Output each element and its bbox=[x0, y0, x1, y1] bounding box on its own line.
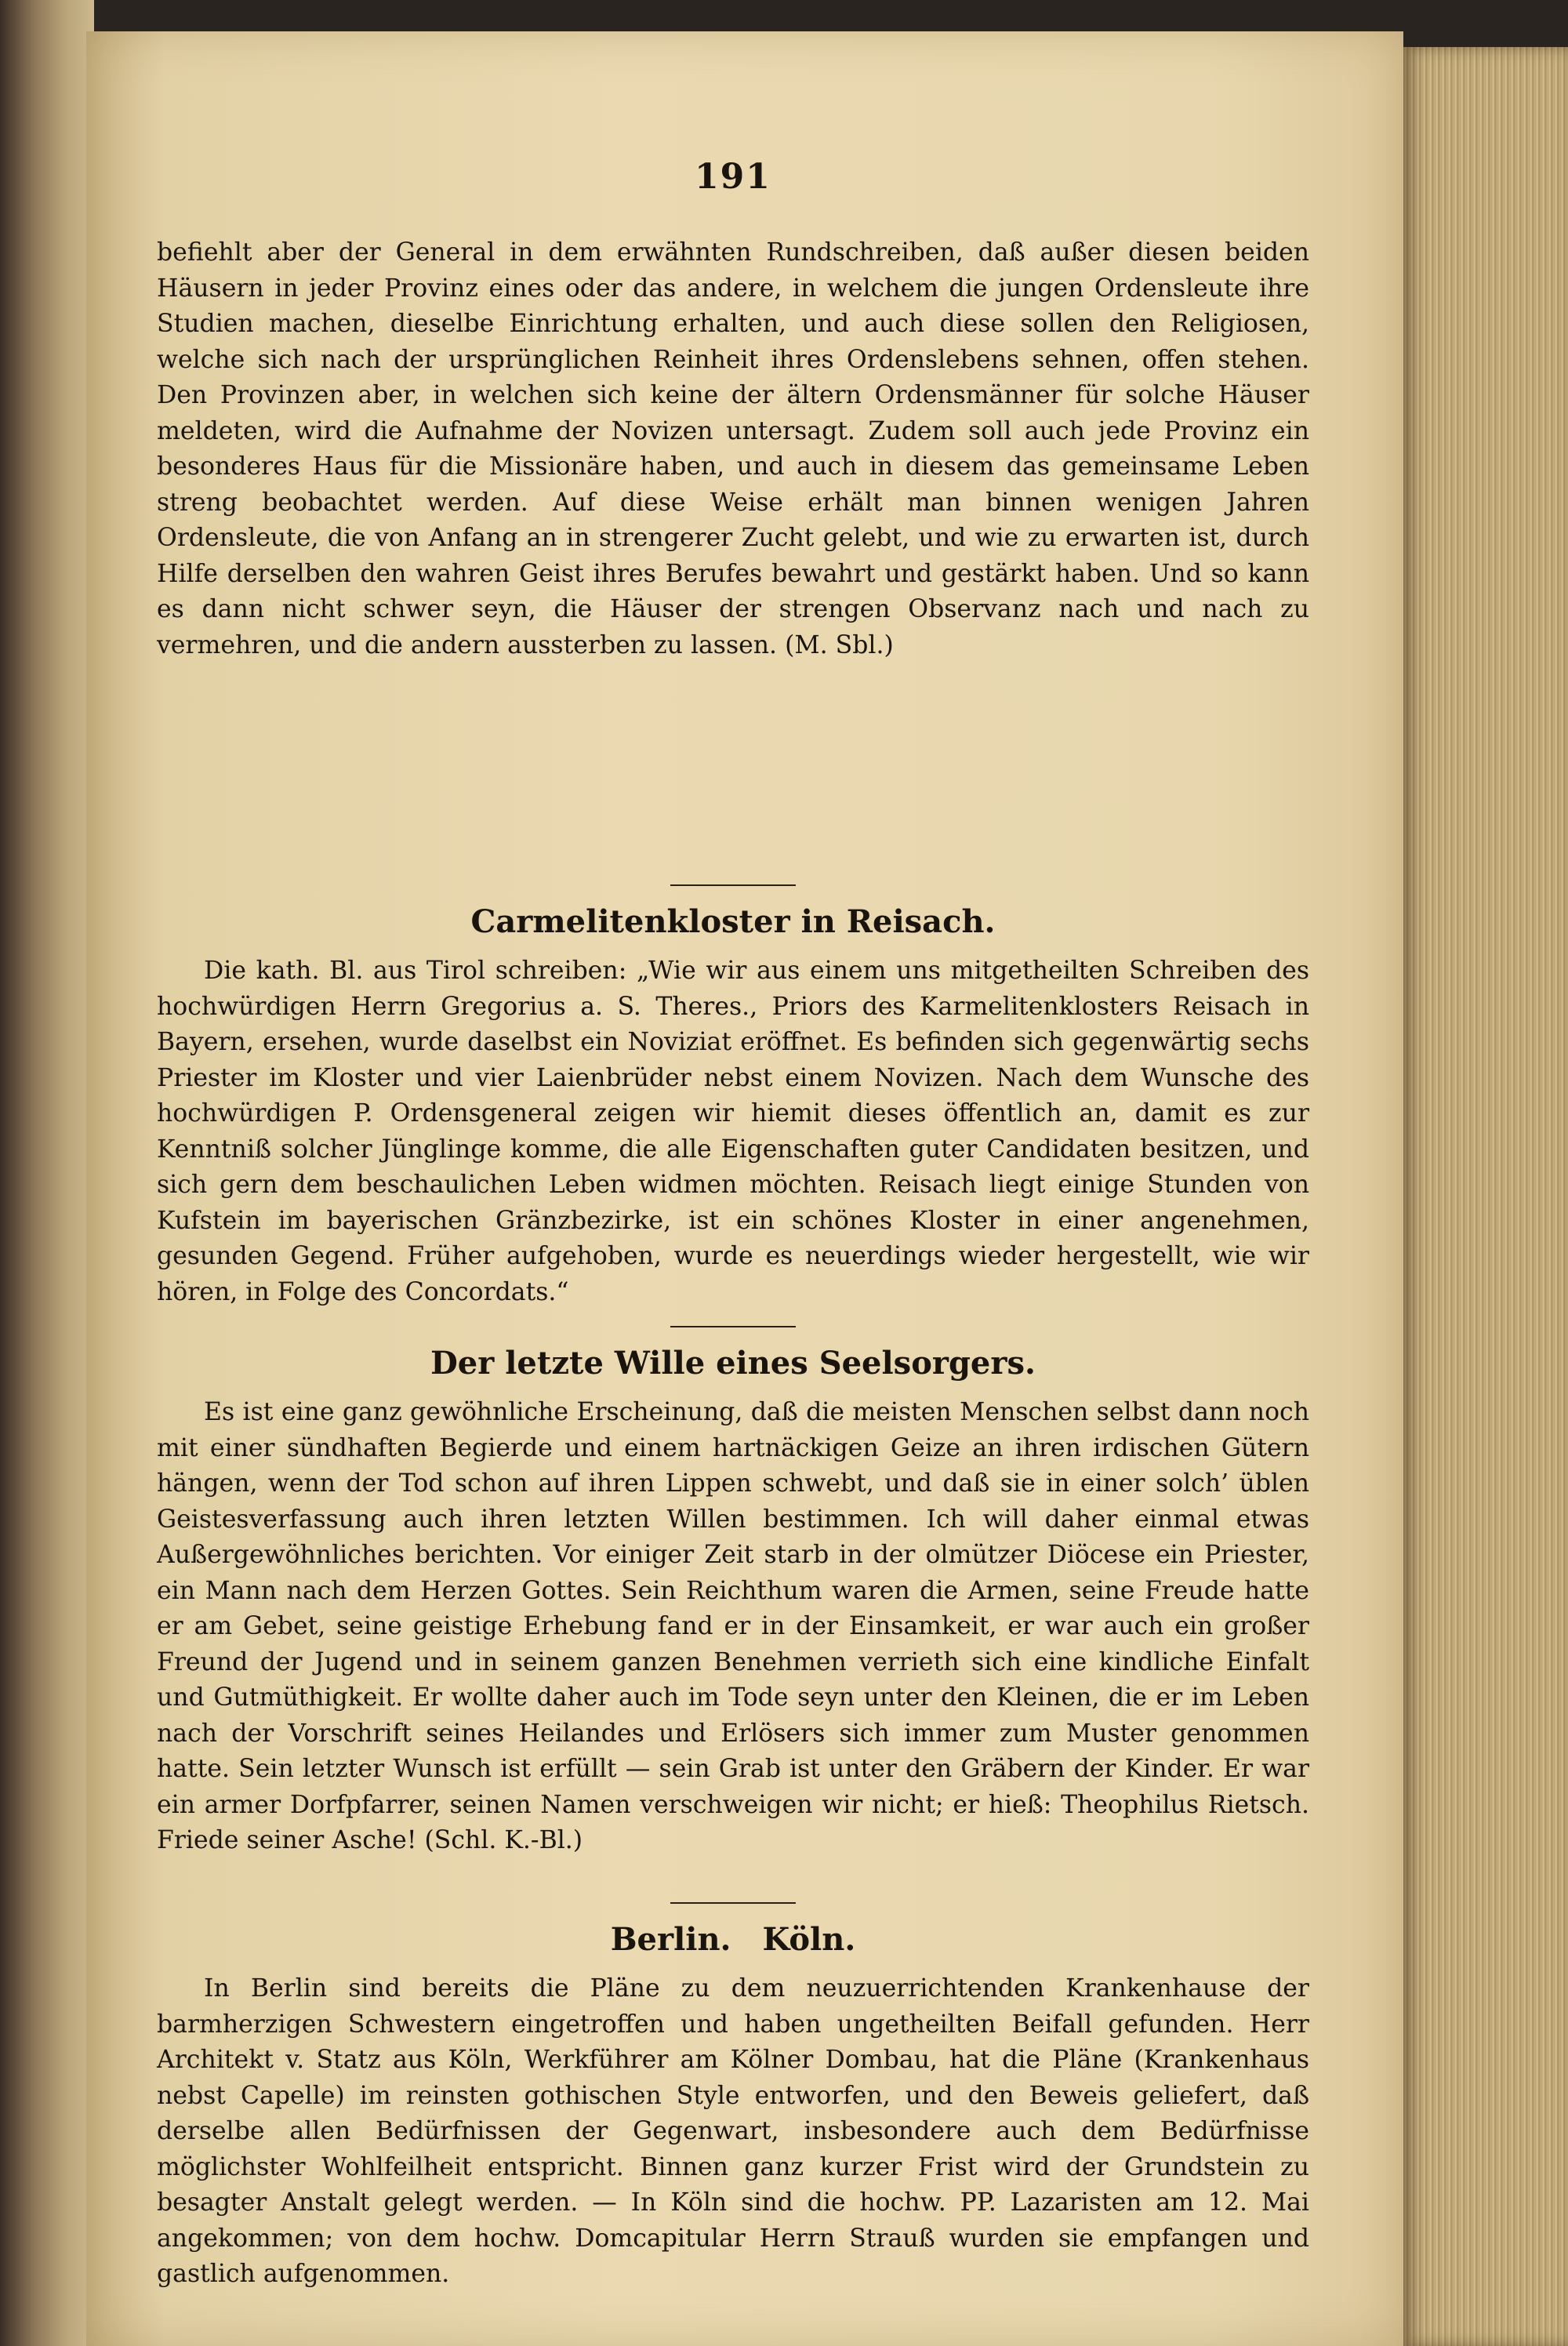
article-body: Es ist eine ganz gewöhnliche Erscheinung, daß die meisten Menschen selbst dann noch mit einer sündhaften Begierde und einem hartnäckigen Geize an ihren irdischen Gütern hängen, wenn der Tod schon auf ihren Lippen schwebt, und daß sie in einer solch’ üblen Geistesverfassung auch ihren letzten Willen bestimmen. Ich will daher einmal etwas Außergewöhnliches berichten. Vor einiger Zeit starb in der olmützer Diöcese ein Priester, ein Mann nach dem Herzen Gottes. Sein Reichthum waren die Armen, seine Freude hatte er am Gebet, seine geistige Erhebung fand er in der Einsamkeit, er war auch ein großer Freund der Jugend und in seinem ganzen Benehmen verrieth sich eine kindliche Einfalt und Gutmüthigkeit. Er wollte daher auch im Tode seyn unter den Kleinen, die er im Leben nach der Vorschrift seines Heilandes und Erlösers sich immer zum Muster genommen hatte. Sein letzter Wunsch ist erfüllt — sein Grab ist unter den Gräbern der Kinder. Er war ein armer Dorfpfarrer, seinen Namen verschweigen wir nicht; er hieß: Theophilus Rietsch. Friede seiner Asche! (Schl. K.-Bl.) bbox=[157, 1398, 1309, 1854]
article-heading: Carmelitenkloster in Reisach. bbox=[470, 903, 996, 940]
article-body: Die kath. Bl. aus Tirol schreiben: „Wie wir aus einem uns mitgetheilten Schreiben des hochwürdigen Herrn Gregorius a. S. Theres., Priors des Karmelitenklosters Reisach in Bayern, ersehen, wurde daselbst ein Noviziat eröffnet. Es befinden sich gegenwärtig sechs Priester im Kloster und vier Laienbrüder nebst einem Novizen. Nach dem Wunsche des hochwürdigen P. Ordensgeneral zeigen wir hiemit dieses öffentlich an, damit es zur Kenntniß solcher Jünglinge komme, die alle Eigenschaften guter Candidaten besitzen, und sich gern dem beschaulichen Leben widmen möchten. Reisach liegt einige Stunden von Kufstein im bayerischen Gränzbezirke, ist ein schönes Kloster in einer angenehmen, gesunden Gegend. Früher aufgehoben, wurde es neuerdings wieder hergestellt, wie wir hören, in Folge des Concordats.“ bbox=[157, 957, 1309, 1306]
article-last-will bbox=[157, 1306, 1309, 1859]
article-berlin-koeln bbox=[157, 1882, 1309, 2293]
article-carmelite-monastery bbox=[157, 864, 1309, 1310]
article-heading: Der letzte Wille eines Seelsorgers. bbox=[430, 1345, 1036, 1382]
section-divider bbox=[670, 1326, 796, 1327]
heading-koeln: Köln. bbox=[762, 1921, 856, 1958]
page-block-edges bbox=[1403, 47, 1568, 2346]
article-heading bbox=[157, 1919, 1309, 1960]
page-number: 191 bbox=[695, 157, 771, 197]
section-divider bbox=[670, 884, 796, 886]
section-divider bbox=[670, 1902, 796, 1904]
article-continuation bbox=[157, 235, 1309, 663]
heading-berlin: Berlin. bbox=[610, 1921, 731, 1958]
previous-page-edge bbox=[0, 0, 94, 2346]
paragraph-continuation: befiehlt aber der General in dem erwähnten Rundschreiben, daß außer diesen beiden Häusern in jeder Provinz eines oder das andere, in welchem die jungen Ordensleute ihre Studien machen, dieselbe Einrichtung erhalten, und auch diese sollen den Religiosen, welche sich nach der ursprünglichen Reinheit ihres Ordenslebens sehnen, offen stehen. Den Provinzen aber, in welchen sich keine der ältern Ordensmänner für solche Häuser meldeten, wird die Aufnahme der Novizen untersagt. Zudem soll auch jede Provinz ein besonderes Haus für die Missionäre haben, und auch in diesem das gemeinsame Leben streng beobachtet werden. Auf diese Weise erhält man binnen wenigen Jahren Ordensleute, die von Anfang an in strengerer Zucht gelebt, und wie zu erwarten ist, durch Hilfe derselben den wahren Geist ihres Berufes bewahrt und gestärkt haben. Und so kann es dann nicht schwer seyn, die Häuser der strengen Observanz nach und nach zu vermehren, und die andern aussterben zu lassen. (M. Sbl.) bbox=[157, 238, 1309, 659]
article-body: In Berlin sind bereits die Pläne zu dem neuzuerrichtenden Krankenhause der barmherzigen Schwestern eingetroffen und haben ungetheilten Beifall gefunden. Herr Architekt v. Statz aus Köln, Werkführer am Kölner Dombau, hat die Pläne (Krankenhaus nebst Capelle) im reinsten gothischen Style entworfen, und den Beweis geliefert, daß derselbe allen Bedürfnissen der Gegenwart, insbesondere auch dem Bedürfnisse möglichster Wohlfeilheit entspricht. Binnen ganz kurzer Frist wird der Grundstein zu besagter Anstalt gelegt werden. — In Köln sind die hochw. PP. Lazaristen am 12. Mai angekommen; von dem hochw. Domcapitular Herrn Strauß wurden sie empfangen und gastlich aufgenommen. bbox=[157, 1974, 1309, 2288]
